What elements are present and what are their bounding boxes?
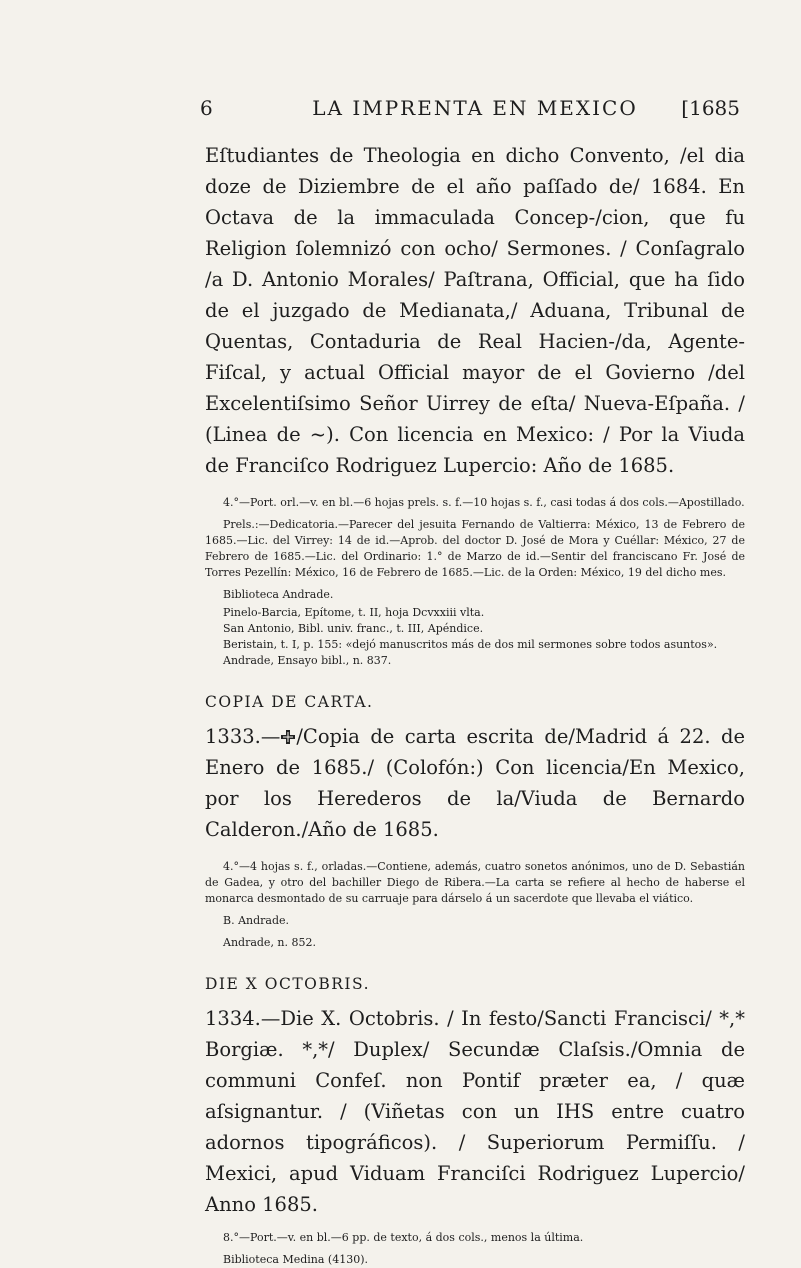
- entry-1334-heading: DIE X OCTOBRIS.: [205, 975, 371, 993]
- entry-1334-note: 8.°—Port.—v. en bl.—6 pp. de texto, á dos cols., menos la última.: [223, 1231, 584, 1244]
- entry-1334-text: Die X. Octobris. / In festo/Sancti Francisci/ *,* Borgiæ. *,*/ Duplex/ Secundæ Claſsis./Omnia de communi Confeſ. non Pontif præter ea, / quæ aſsignantur. / (Viñetas con un IHS entre cuatro adornos tipográficos). / Superiorum Permiſſu. / Mexici, apud Viduam Franciſci Rodriguez Lupercio/ Anno 1685.: [205, 1007, 745, 1216]
- page-body: [205, 140, 745, 1268]
- entry-1332-prels-note: Prels.:—Dedicatoria.—Parecer del jesuita Fernando de Valtierra: México, 13 de Febrero de 1685.—Lic. del Virrey: 14 de id.—Aprob. del doctor D. José de Mora y Cuéllar: México, 27 de Febrero de 1685.—Lic. del Ordinario: 1.° de Marzo de id.—Sentir del franciscano Fr. José de Torres Pezellín: México, 16 de Febrero de 1685.—Lic. de la Orden: México, 19 del dicho mes.: [205, 518, 745, 579]
- entry-1333-ref: Andrade, n. 852.: [223, 936, 317, 949]
- running-year: [1685: [681, 96, 740, 120]
- entry-1334-text-block: [205, 1003, 745, 1220]
- entry-1333-text-block: [205, 721, 745, 845]
- entry-1332-text: Eſtudiantes de Theologia en dicho Convento, /el dia doze de Diziembre de el año paſſado de/ 1684. En Octava de la immaculada Concep-/cion, que fu Religion ſolemnizó con ocho/ Sermones. / Conſagralo /a D. Antonio Morales/ Paſtrana, Official, que ha ſido de el juzgado de Medianata,/ Aduana, Tribunal de Quentas, Contaduria de Real Hacien-/da, Agente-Fiſcal, y actual Official mayor de el Govierno /del Excelentiſsimo Señor Uirrey de eſta/ Nueva-Eſpaña. / (Linea de ~). Con licencia en Mexico: / Por la Viuda de Franciſco Rodriguez Lupercio: Año de 1685.: [205, 144, 745, 477]
- entry-1334-number: 1334.—: [205, 1007, 281, 1030]
- entry-1332-ref-san-antonio: San Antonio, Bibl. univ. franc., t. III, Apéndice.: [223, 622, 484, 635]
- entry-1333-text: /Copia de carta escrita de/Madrid á 22. de Enero de 1685./ (Colofón:) Con licencia/En Mexico, por los Herederos de la/Viuda de Bernardo Calderon./Año de 1685.: [205, 725, 745, 841]
- running-header: [200, 96, 740, 126]
- entry-1332-ref-beristain: Beristain, t. I, p. 155: «dejó manuscritos más de dos mil sermones sobre todos asuntos».: [223, 638, 718, 651]
- entry-1332-ref-andrade: Andrade, Ensayo bibl., n. 837.: [223, 654, 392, 667]
- entry-1333-note: 4.°—4 hojas s. f., orladas.—Contiene, además, cuatro sonetos anónimos, uno de D. Sebastián de Gadea, y otro del bachiller Diego de Ribera.—La carta se refiere al hecho de haberse el monarca desmontado de su carruaje para dárselo á un sacerdote que llevaba el viático.: [205, 860, 745, 905]
- entry-1333-heading: COPIA DE CARTA.: [205, 693, 374, 711]
- entry-1332-ref-pinelo: Pinelo-Barcia, Epítome, t. II, hoja Dcvxxiii vlta.: [223, 606, 485, 619]
- entry-1332-library: Biblioteca Andrade.: [223, 588, 334, 601]
- entry-1333-number: 1333.—: [205, 725, 281, 748]
- page-number: 6: [200, 96, 213, 120]
- cross-icon: [280, 729, 296, 745]
- running-title: LA IMPRENTA EN MEXICO: [312, 96, 638, 120]
- entry-1332-format-note: 4.°—Port. orl.—v. en bl.—6 hojas prels. s. f.—10 hojas s. f., casi todas á dos cols.—Apostillado.: [223, 496, 745, 509]
- entry-1333-library: B. Andrade.: [223, 914, 290, 927]
- entry-1334-library: Biblioteca Medina (4130).: [223, 1253, 368, 1266]
